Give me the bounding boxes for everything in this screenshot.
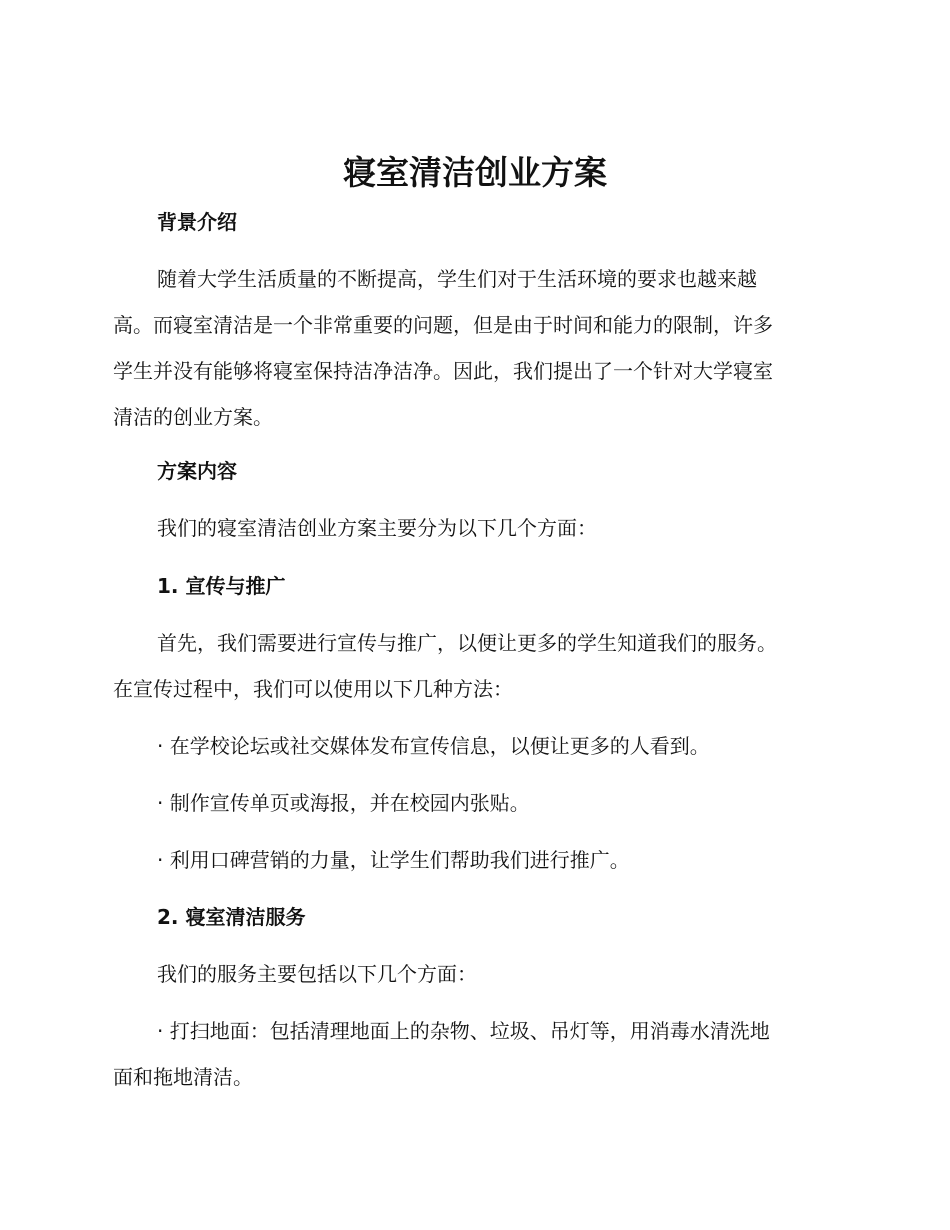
content-intro: 我们的寝室清洁创业方案主要分为以下几个方面： <box>157 516 597 540</box>
paragraph-background <box>113 256 833 440</box>
document-title: 寝室清洁创业方案 <box>343 153 607 192</box>
service-intro: 我们的服务主要包括以下几个方面： <box>157 962 477 986</box>
paragraph-line: 清洁的创业方案。 <box>113 405 273 429</box>
bullet-item: · 制作宣传单页或海报，并在校园内张贴。 <box>157 791 530 815</box>
section-heading-promotion: 1. 宣传与推广 <box>157 574 286 598</box>
paragraph-line: 首先，我们需要进行宣传与推广，以便让更多的学生知道我们的服务。 <box>157 631 777 655</box>
paragraph-line: 随着大学生活质量的不断提高，学生们对于生活环境的要求也越来越 <box>157 267 757 291</box>
paragraph-line: 学生并没有能够将寝室保持洁净洁净。因此，我们提出了一个针对大学寝室 <box>113 359 773 383</box>
paragraph-service <box>113 1008 833 1100</box>
bullet-item: · 打扫地面：包括清理地面上的杂物、垃圾、吊灯等，用消毒水清洗地 <box>157 1019 770 1043</box>
bullet-item: · 在学校论坛或社交媒体发布宣传信息，以便让更多的人看到。 <box>157 734 710 758</box>
paragraph-line: 在宣传过程中，我们可以使用以下几种方法： <box>113 677 513 701</box>
section-heading-service: 2. 寝室清洁服务 <box>157 905 306 929</box>
paragraph-line: 面和拖地清洁。 <box>113 1065 253 1089</box>
section-heading-background: 背景介绍 <box>157 210 237 234</box>
section-heading-content: 方案内容 <box>157 459 237 483</box>
bullet-item: · 利用口碑营销的力量，让学生们帮助我们进行推广。 <box>157 848 630 872</box>
paragraph-line: 高。而寝室清洁是一个非常重要的问题，但是由于时间和能力的限制，许多 <box>113 313 773 337</box>
paragraph-promotion <box>113 620 833 712</box>
